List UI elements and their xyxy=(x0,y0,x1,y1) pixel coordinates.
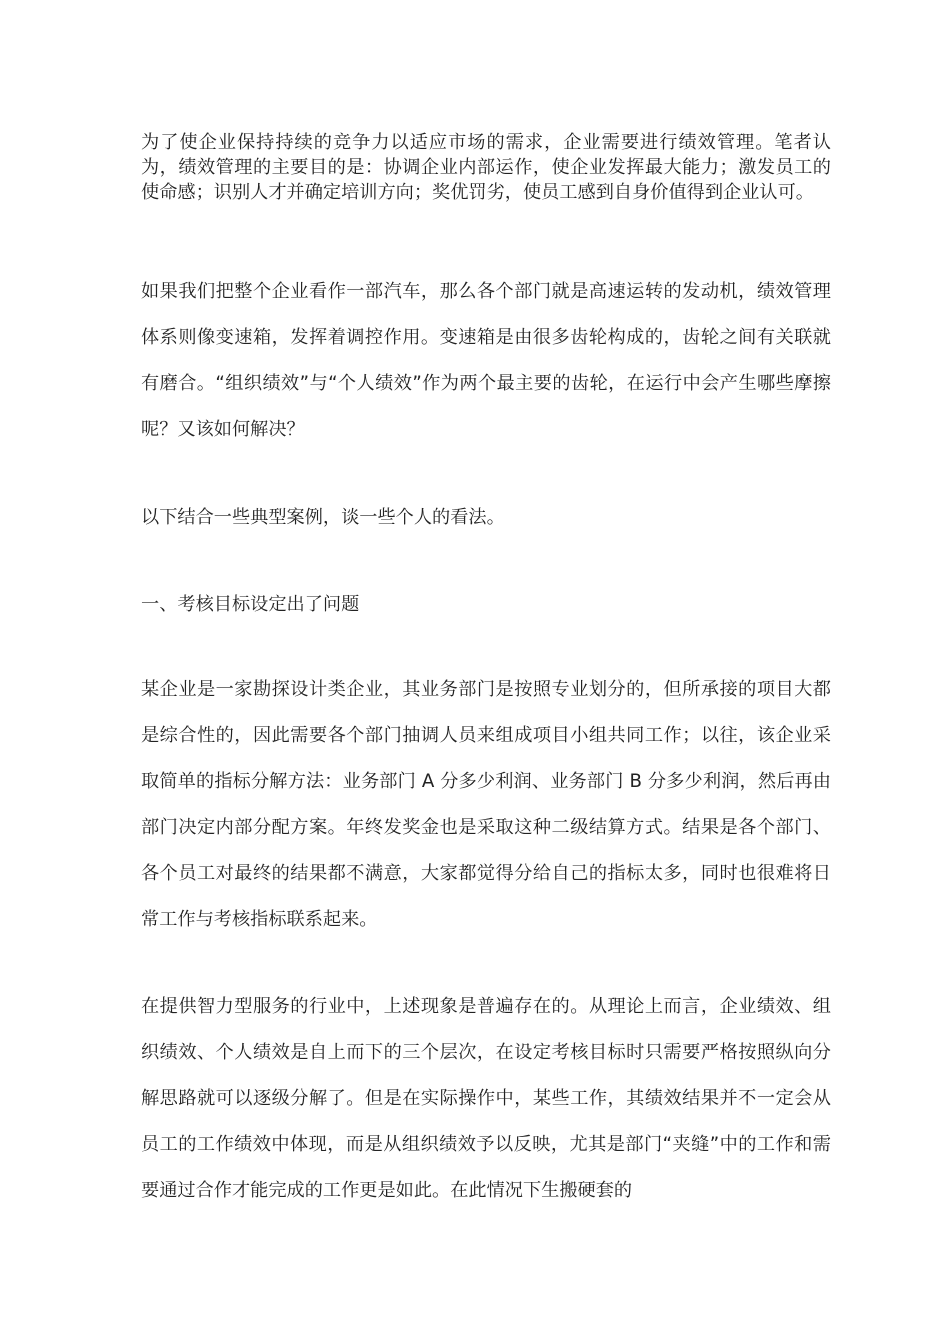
car-analogy-paragraph: 如果我们把整个企业看作一部汽车，那么各个部门就是高速运转的发动机，绩效管理体系则像变速箱，发挥着调控作用。变速箱是由很多齿轮构成的，齿轮之间有关联就有磨合。“组织绩效”与“个人绩效”作为两个最主要的齿轮，在运行中会产生哪些摩擦呢？又该如何解决？ xyxy=(141,281,831,440)
case-paragraph: 某企业是一家勘探设计类企业，其业务部门是按照专业划分的，但所承接的项目大都是综合性的，因此需要各个部门抽调人员来组成项目小组共同工作；以往，该企业采取简单的指标分解方法：业务部门 A 分多少利润、业务部门 B 分多少利润，然后再由部门决定内部分配方案。年终发奖金也是采取这种二级结算方式。结果是各个部门、各个员工对最终的结果都不满意，大家都觉得分给自己的指标太多，同时也很难将日常工作与考核指标联系起来。 xyxy=(141,679,831,930)
section-heading: 一、考核目标设定出了问题 xyxy=(141,594,360,615)
intro-paragraph: 为了使企业保持持续的竞争力以适应市场的需求，企业需要进行绩效管理。笔者认为，绩效管理的主要目的是：协调企业内部运作，使企业发挥最大能力；激发员工的使命感；识别人才并确定培训方向；奖优罚劣，使员工感到自身价值得到企业认可。 xyxy=(141,132,831,203)
analysis-paragraph: 在提供智力型服务的行业中，上述现象是普遍存在的。从理论上而言，企业绩效、组织绩效、个人绩效是自上而下的三个层次，在设定考核目标时只需要严格按照纵向分解思路就可以逐级分解了。但是在实际操作中，某些工作，其绩效结果并不一定会从员工的工作绩效中体现，而是从组织绩效予以反映，尤其是部门“夹缝”中的工作和需要通过合作才能完成的工作更是如此。在此情况下生搬硬套的 xyxy=(141,996,831,1201)
case-intro-paragraph: 以下结合一些典型案例，谈一些个人的看法。 xyxy=(141,507,505,528)
